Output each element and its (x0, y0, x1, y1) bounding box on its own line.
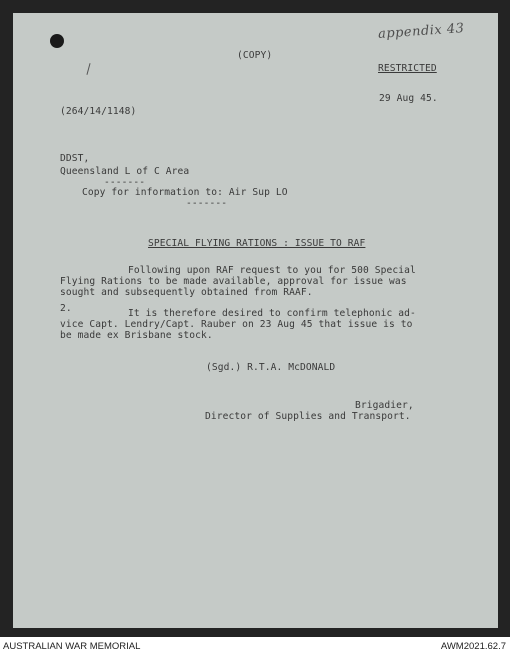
para1-line1: Following upon RAF request to you for 500 Special (128, 265, 416, 276)
date: 29 Aug 45. (379, 93, 438, 104)
addressee-line-2: Queensland L of C Area (60, 166, 190, 177)
copy-mark: (COPY) (237, 50, 273, 61)
para1-line2: Flying Rations to be made available, approval for issue was (60, 276, 407, 287)
classification: RESTRICTED (378, 63, 437, 74)
separator-dashes-2: ------- (186, 198, 228, 209)
signatory-rank: Brigadier, (355, 400, 414, 411)
footer-accession-number: AWM2021.62.7 (440, 641, 506, 652)
handwritten-annotation: appendix 43 (377, 21, 465, 42)
para2-line2: vice Capt. Lendry/Capt. Rauber on 23 Aug 45 that issue is to (60, 319, 413, 330)
footer-institution: AUSTRALIAN WAR MEMORIAL (3, 641, 141, 652)
signature-line: (Sgd.) R.T.A. McDONALD (206, 362, 336, 373)
addressee-line-1: DDST, (60, 153, 90, 164)
para1-line3: sought and subsequently obtained from RAAF. (60, 287, 313, 298)
punch-hole (50, 34, 64, 48)
para2-number: 2. (60, 303, 72, 314)
signatory-title: Director of Supplies and Transport. (205, 411, 411, 422)
separator-dashes-1: ------- (104, 177, 146, 188)
subject-heading: SPECIAL FLYING RATIONS : ISSUE TO RAF (148, 238, 366, 249)
reference-number: (264/14/1148) (60, 106, 137, 117)
para2-line1: It is therefore desired to confirm telephonic ad- (128, 308, 416, 319)
copy-to-line: Copy for information to: Air Sup LO (82, 187, 288, 198)
para2-line3: be made ex Brisbane stock. (60, 330, 213, 341)
